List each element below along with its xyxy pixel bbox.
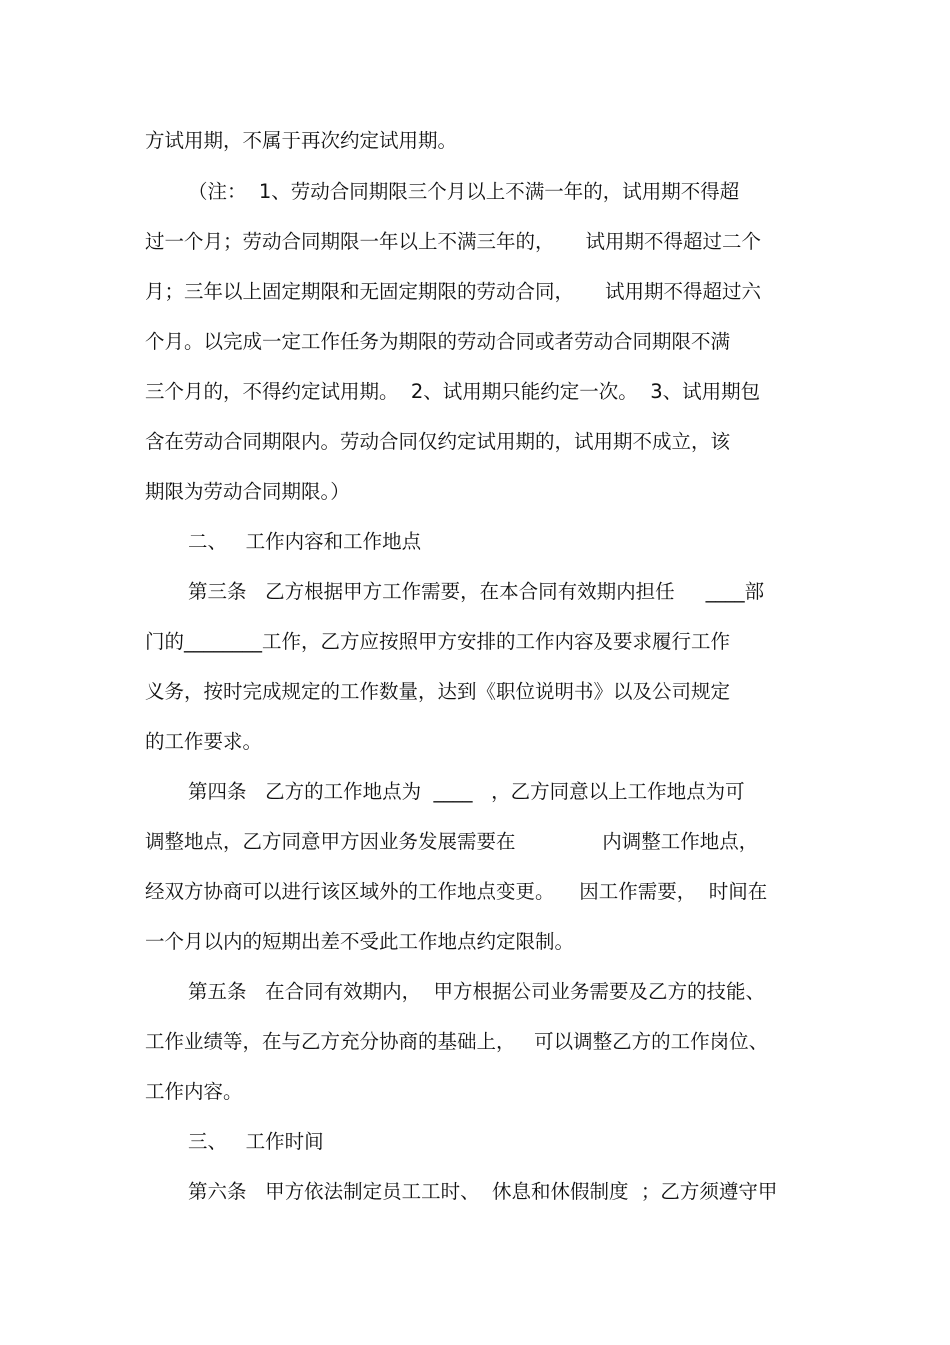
text-line: 第五条 在合同有效期内， 甲方根据公司业务需要及乙方的技能、	[188, 980, 765, 1003]
text-line: 过一个月；劳动合同期限一年以上不满三年的， 试用期不得超过二个	[145, 230, 761, 253]
text-line: 工作业绩等，在与乙方充分协商的基础上， 可以调整乙方的工作岗位、	[145, 1030, 769, 1053]
text-line: 含在劳动合同期限内。劳动合同仅约定试用期的，试用期不成立，该	[145, 430, 731, 453]
text-line: 第四条 乙方的工作地点为 ____ ，乙方同意以上工作地点为可	[188, 780, 745, 803]
text-line: 经双方协商可以进行该区域外的工作地点变更。 因工作需要， 时间在	[145, 880, 768, 903]
text-line: 门的________工作，乙方应按照甲方安排的工作内容及要求履行工作	[145, 630, 731, 653]
section-heading: 三、 工作时间	[188, 1130, 324, 1153]
text-line: 第三条 乙方根据甲方工作需要，在本合同有效期内担任 ____部	[188, 580, 765, 603]
text-line: 义务，按时完成规定的工作数量，达到《职位说明书》以及公司规定	[145, 680, 731, 703]
text-line: （注： 1、劳动合同期限三个月以上不满一年的，试用期不得超	[188, 180, 740, 203]
text-line: 第六条 甲方依法制定员工工时、 休息和休假制度 ；乙方须遵守甲	[188, 1180, 778, 1203]
text-line: 一个月以内的短期出差不受此工作地点约定限制。	[145, 930, 575, 953]
text-line: 调整地点，乙方同意甲方因业务发展需要在 内调整工作地点，	[145, 830, 759, 853]
text-line: 工作内容。	[145, 1080, 243, 1103]
text-line: 三个月的，不得约定试用期。 2、试用期只能约定一次。 3、试用期包	[145, 380, 761, 403]
text-line: 方试用期，不属于再次约定试用期。	[145, 129, 458, 152]
text-line: 个月。以完成一定工作任务为期限的劳动合同或者劳动合同期限不满	[145, 330, 731, 353]
text-line: 月；三年以上固定期限和无固定期限的劳动合同， 试用期不得超过六	[145, 280, 761, 303]
section-heading: 二、 工作内容和工作地点	[188, 530, 422, 553]
text-line: 期限为劳动合同期限。）	[145, 480, 350, 503]
text-line: 的工作要求。	[145, 730, 263, 753]
